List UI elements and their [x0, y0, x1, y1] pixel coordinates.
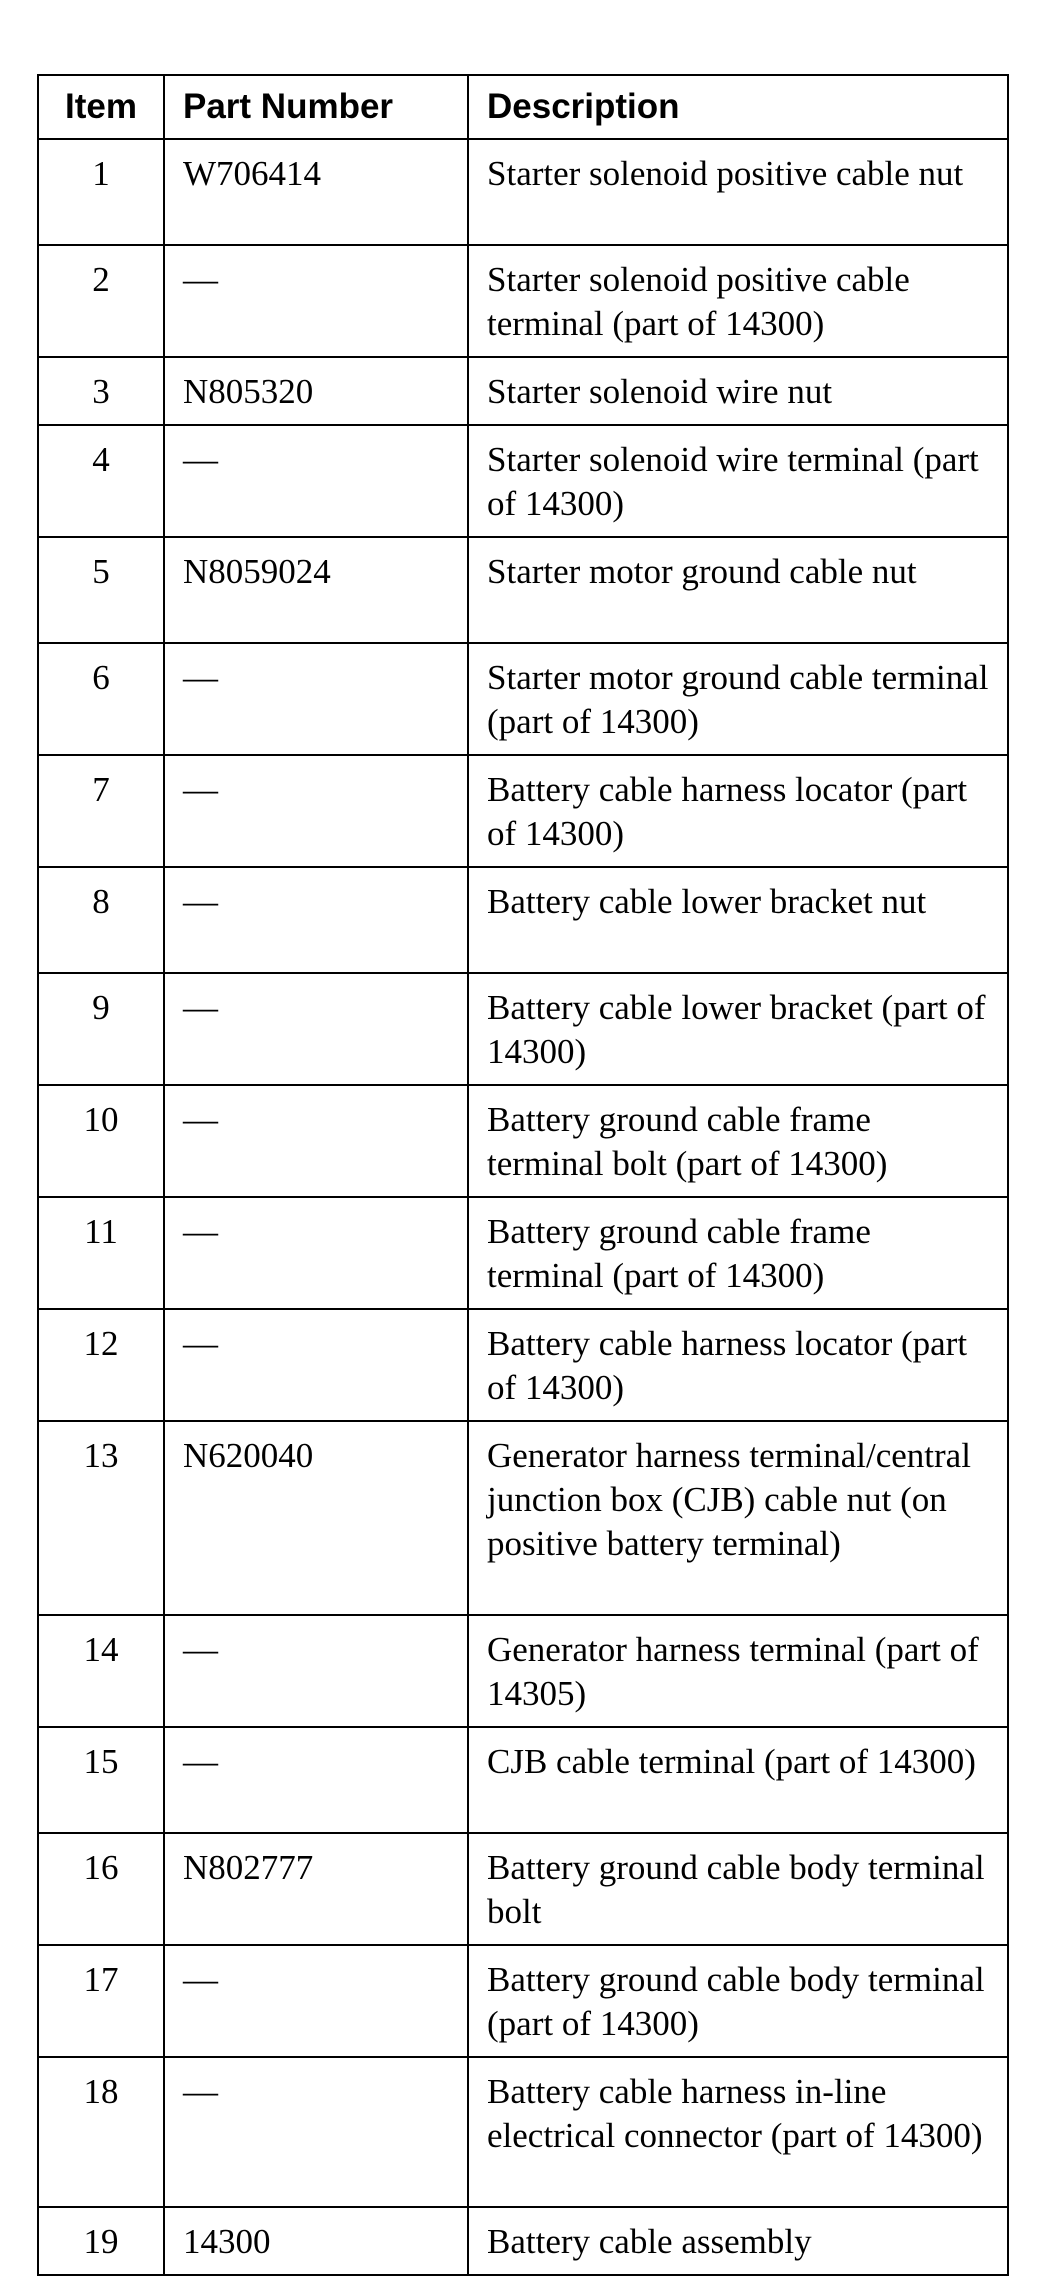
- table-row: [38, 425, 1008, 537]
- item-cell: 8: [38, 867, 164, 973]
- part-number-cell: —: [164, 973, 468, 1085]
- description-cell: Battery ground cable body terminal (part of 14300): [468, 1945, 1008, 2057]
- part-number-cell: —: [164, 1085, 468, 1197]
- item-cell: 2: [38, 245, 164, 357]
- item-cell: 14: [38, 1615, 164, 1727]
- part-number-cell: 14300: [164, 2207, 468, 2275]
- description-cell: Battery ground cable frame terminal bolt (part of 14300): [468, 1085, 1008, 1197]
- table-row: [38, 1945, 1008, 2057]
- description-cell: Battery cable harness in-line electrical connector (part of 14300): [468, 2057, 1008, 2207]
- part-number-cell: —: [164, 643, 468, 755]
- item-cell: 7: [38, 755, 164, 867]
- table-row: [38, 867, 1008, 973]
- description-cell: Starter motor ground cable terminal (part of 14300): [468, 643, 1008, 755]
- item-cell: 15: [38, 1727, 164, 1833]
- item-cell: 4: [38, 425, 164, 537]
- table-row: [38, 973, 1008, 1085]
- table-row: [38, 1197, 1008, 1309]
- table-row: [38, 1309, 1008, 1421]
- table-header-row: [38, 75, 1008, 139]
- description-cell: Generator harness terminal (part of 14305): [468, 1615, 1008, 1727]
- header-description: Description: [468, 75, 1008, 139]
- table-row: [38, 245, 1008, 357]
- item-cell: 17: [38, 1945, 164, 2057]
- part-number-cell: —: [164, 1309, 468, 1421]
- description-cell: Battery cable lower bracket (part of 14300): [468, 973, 1008, 1085]
- part-number-cell: —: [164, 1615, 468, 1727]
- table-row: [38, 2057, 1008, 2207]
- part-number-cell: —: [164, 425, 468, 537]
- part-number-cell: —: [164, 2057, 468, 2207]
- part-number-cell: W706414: [164, 139, 468, 245]
- parts-table: [37, 74, 1009, 2276]
- table-row: [38, 643, 1008, 755]
- table-row: [38, 1085, 1008, 1197]
- table-row: [38, 139, 1008, 245]
- part-number-cell: —: [164, 1945, 468, 2057]
- item-cell: 9: [38, 973, 164, 1085]
- description-cell: Starter solenoid wire terminal (part of 14300): [468, 425, 1008, 537]
- description-cell: Starter solenoid positive cable nut: [468, 139, 1008, 245]
- table-row: [38, 1727, 1008, 1833]
- part-number-cell: N805320: [164, 357, 468, 425]
- part-number-cell: N802777: [164, 1833, 468, 1945]
- table-row: [38, 1833, 1008, 1945]
- description-cell: Battery cable assembly: [468, 2207, 1008, 2275]
- description-cell: Battery cable harness locator (part of 14300): [468, 1309, 1008, 1421]
- table-row: [38, 1615, 1008, 1727]
- description-cell: Starter motor ground cable nut: [468, 537, 1008, 643]
- item-cell: 19: [38, 2207, 164, 2275]
- description-cell: Starter solenoid wire nut: [468, 357, 1008, 425]
- table-row: [38, 755, 1008, 867]
- item-cell: 3: [38, 357, 164, 425]
- part-number-cell: N8059024: [164, 537, 468, 643]
- table-row: [38, 1421, 1008, 1615]
- table-row: [38, 537, 1008, 643]
- header-part-number: Part Number: [164, 75, 468, 139]
- description-cell: Battery cable lower bracket nut: [468, 867, 1008, 973]
- description-cell: Battery ground cable frame terminal (part of 14300): [468, 1197, 1008, 1309]
- item-cell: 12: [38, 1309, 164, 1421]
- description-cell: Battery ground cable body terminal bolt: [468, 1833, 1008, 1945]
- part-number-cell: —: [164, 755, 468, 867]
- part-number-cell: N620040: [164, 1421, 468, 1615]
- item-cell: 13: [38, 1421, 164, 1615]
- item-cell: 1: [38, 139, 164, 245]
- item-cell: 6: [38, 643, 164, 755]
- item-cell: 18: [38, 2057, 164, 2207]
- item-cell: 16: [38, 1833, 164, 1945]
- item-cell: 5: [38, 537, 164, 643]
- description-cell: Generator harness terminal/central junction box (CJB) cable nut (on positive battery terminal): [468, 1421, 1008, 1615]
- part-number-cell: —: [164, 1197, 468, 1309]
- description-cell: CJB cable terminal (part of 14300): [468, 1727, 1008, 1833]
- description-cell: Battery cable harness locator (part of 14300): [468, 755, 1008, 867]
- part-number-cell: —: [164, 1727, 468, 1833]
- part-number-cell: —: [164, 867, 468, 973]
- header-item: Item: [38, 75, 164, 139]
- item-cell: 10: [38, 1085, 164, 1197]
- description-cell: Starter solenoid positive cable terminal (part of 14300): [468, 245, 1008, 357]
- item-cell: 11: [38, 1197, 164, 1309]
- table-row: [38, 2207, 1008, 2275]
- table-row: [38, 357, 1008, 425]
- part-number-cell: —: [164, 245, 468, 357]
